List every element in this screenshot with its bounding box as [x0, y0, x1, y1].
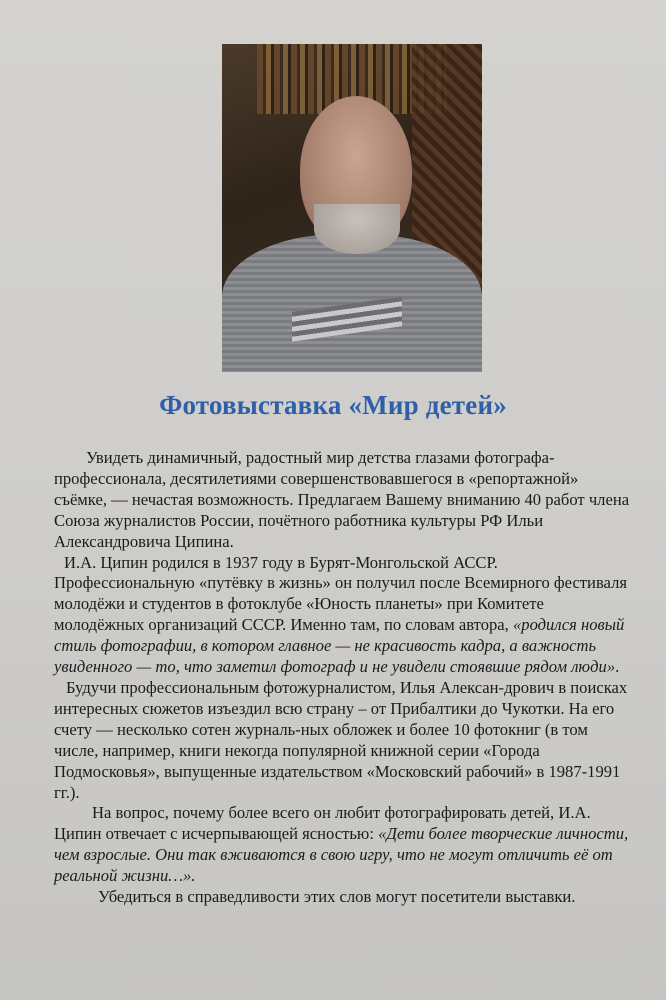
question-quote: «Дети более творческие личности, чем взрослые. Они так вживаются в свою игру, что не могут отличить её от реальной жизни…».: [54, 824, 629, 886]
beard-shape: [314, 204, 400, 254]
biography-end: .: [615, 657, 620, 677]
body-text: [54, 448, 634, 908]
paragraph-biography: [54, 553, 634, 678]
paragraph-closing: Убедиться в справедливости этих слов могут посетители выставки.: [98, 887, 576, 907]
page-title: Фотовыставка «Мир детей»: [159, 390, 507, 420]
biography-quote: «родился новый стиль фотографии, в котором главное — не красивость кадра, а важность увиденного — то, что заметил фотограф и не увидели стоявшие рядом люди»: [54, 615, 625, 677]
portrait-photo: [222, 44, 482, 372]
biography-text: И.А. Ципин родился в 1937 году в Бурят-Монгольской АССР. Профессиональную «путёвку в жизнь» он получил после Всемирного фестиваля молодёжи и студентов в фотоклубе «Юность планеты» при Комитете молодёжных организаций СССР. Именно там, по словам автора,: [54, 552, 627, 635]
paragraph-career: Будучи профессиональным фотожурналистом, Илья Алексан-дрович в поисках интересных сюжетов изъездил всю страну – от Прибалтики до Чукотки. На его счету — несколько сотен журналь-ных обложек и более 10 фотокниг (в том числе, например, книги некогда популярной книжной серии «Города Подмосковья», выпущенные издательством «Московский рабочий» в 1987-1991 гг.).: [54, 677, 628, 802]
question-text: На вопрос, почему более всего он любит фотографировать детей, И.А. Ципин отвечает с исчерпывающей ясностью:: [54, 803, 591, 844]
paragraph-question: [54, 803, 634, 887]
paragraph-intro: Увидеть динамичный, радостный мир детства глазами фотографа-профессионала, десятилетиями совершенствовавшегося в «репортажной» съёмке, — нечастая возможность. Предлагаем Вашему вниманию 40 работ члена Союза журналистов России, почётного работника культуры РФ Ильи Александровича Ципина.: [54, 448, 630, 551]
